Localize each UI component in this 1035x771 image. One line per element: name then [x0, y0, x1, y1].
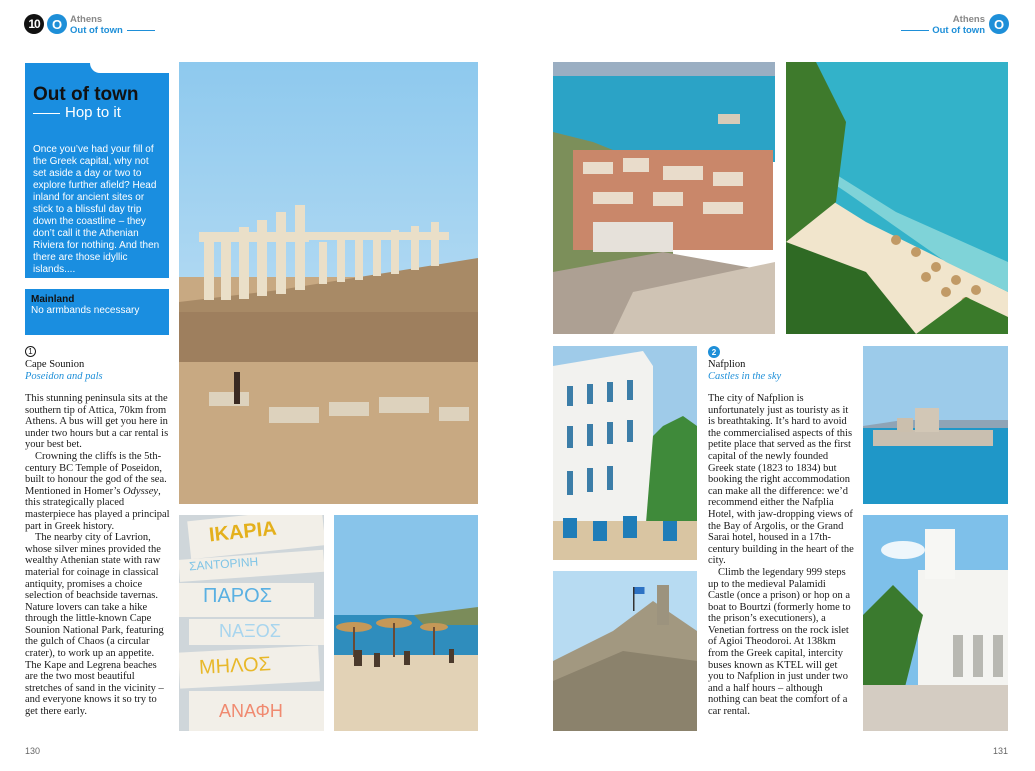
photo-white-church [863, 515, 1008, 731]
intro-body: Once you’ve had your fill of the Greek capital, why not set aside a day or two to explore further afield? Head inland for ancient sites or stick to a blissful day trip down the coastline – they don’t call it the Athenian Riviera for nothing. And then there are those idyllic islands.... [33, 144, 160, 275]
header-rule-right [901, 30, 929, 31]
sign-text: ΣΑΝΤΟΡΙΝΗ [188, 554, 259, 574]
sign-text: ΙΚΑΡΙΑ [207, 517, 278, 547]
paragraph: This stunning peninsula sits at the southern tip of Attica, 70km from Athens. A bus will get you here in under two hours but a car rental is your best bet. [25, 393, 169, 451]
sign-text: ΝΑΞΟΣ [219, 621, 281, 641]
photo-nafplion-town-view [553, 62, 775, 334]
logo-o-icon: O [47, 14, 67, 34]
entry-subtitle-cape-sounion: Poseidon and pals [25, 371, 103, 382]
photo-temple-of-poseidon [179, 62, 478, 504]
sign-text: ΜΗΛΟΣ [198, 653, 272, 679]
entry-number-2: 2 [708, 346, 720, 358]
photo-island-signs [179, 515, 324, 731]
photo-hotel-building [553, 346, 697, 560]
photo-aerial-beach [786, 62, 1008, 334]
paragraph: Climb the legendary 999 steps up to the medieval Palamidi Castle (once a prison) or hop on a boat to Bourtzi (formerly home to the prison’s executioners), a Venetian fortress on the rock islet of Agioi Theodoroi. At 138km from the Greek capital, intercity buses known as KTEL will get you to Nafplion in just under two and a half hours – although nothing can beat the comfort of a car rental. [708, 566, 851, 718]
entry-body-cape-sounion [25, 393, 171, 718]
header-city-right: Athens [952, 14, 985, 25]
photo-castle-walls [553, 571, 697, 731]
paragraph: The nearby city of Lavrion, whose silver mines provided the wealthy Athenian state with raw material for coinage in classical antiquity, promises a choice selection of beachside tavernas. Nature lovers can take a hike through the little-known Cape Sounion National Park, featuring the gulch of Chaos (a circular crater), to work up an appetite. The Kape and Legrena beaches are the two most beautiful stretches of sand in the vicinity – and everyone knows it so try to get there early. [25, 532, 164, 718]
intro-rule [33, 113, 60, 114]
header-section-right: Out of town [932, 25, 985, 36]
entry-title-cape-sounion: Cape Sounion [25, 359, 85, 370]
page-number-badge: 10 [24, 14, 44, 34]
paragraph: Crowning the cliffs is the 5th-century BC Temple of Poseidon, built to honour the god of the sea. Mentioned in Homer’s Odyssey, this strategically placed masterpiece has played a principal part in Greek history. [25, 450, 170, 532]
intro-notch [90, 63, 169, 73]
header-rule [127, 30, 155, 31]
entry-number-1: 1 [25, 346, 36, 357]
photo-beach-umbrellas [334, 515, 478, 731]
paragraph: The city of Nafplion is unfortunately just as touristy as it is breathtaking. It’s hard to avoid the commercialised aspects of this petite place that served as the first capital of the newly founded Greek state (1823 to 1834) but booking the right accommodation can make all the difference: we’d recommend either the Nafplia Hotel, with jaw-dropping views of the Bay of Argolis, or the Grand Sarai hotel, housed in a 17th-century building in the heart of the city. [708, 393, 854, 567]
header-city: Athens [70, 14, 103, 25]
page-number-right: 131 [992, 746, 1008, 756]
photo-bourtzi-fortress [863, 346, 1008, 504]
entry-title-nafplion: Nafplion [708, 359, 746, 370]
sign-text: ΠΑΡΟΣ [203, 585, 273, 607]
entry-body-nafplion [708, 393, 854, 718]
mainland-title: Mainland [31, 294, 75, 305]
sign-text: ΑΝΑΦΗ [219, 701, 283, 721]
intro-subtitle: Hop to it [65, 104, 121, 121]
header-section: Out of town [70, 25, 123, 36]
entry-subtitle-nafplion: Castles in the sky [708, 371, 782, 382]
page-number-left: 130 [25, 746, 41, 756]
logo-o-icon-right: O [989, 14, 1009, 34]
intro-title: Out of town [33, 84, 139, 105]
mainland-subtitle: No armbands necessary [31, 305, 140, 316]
